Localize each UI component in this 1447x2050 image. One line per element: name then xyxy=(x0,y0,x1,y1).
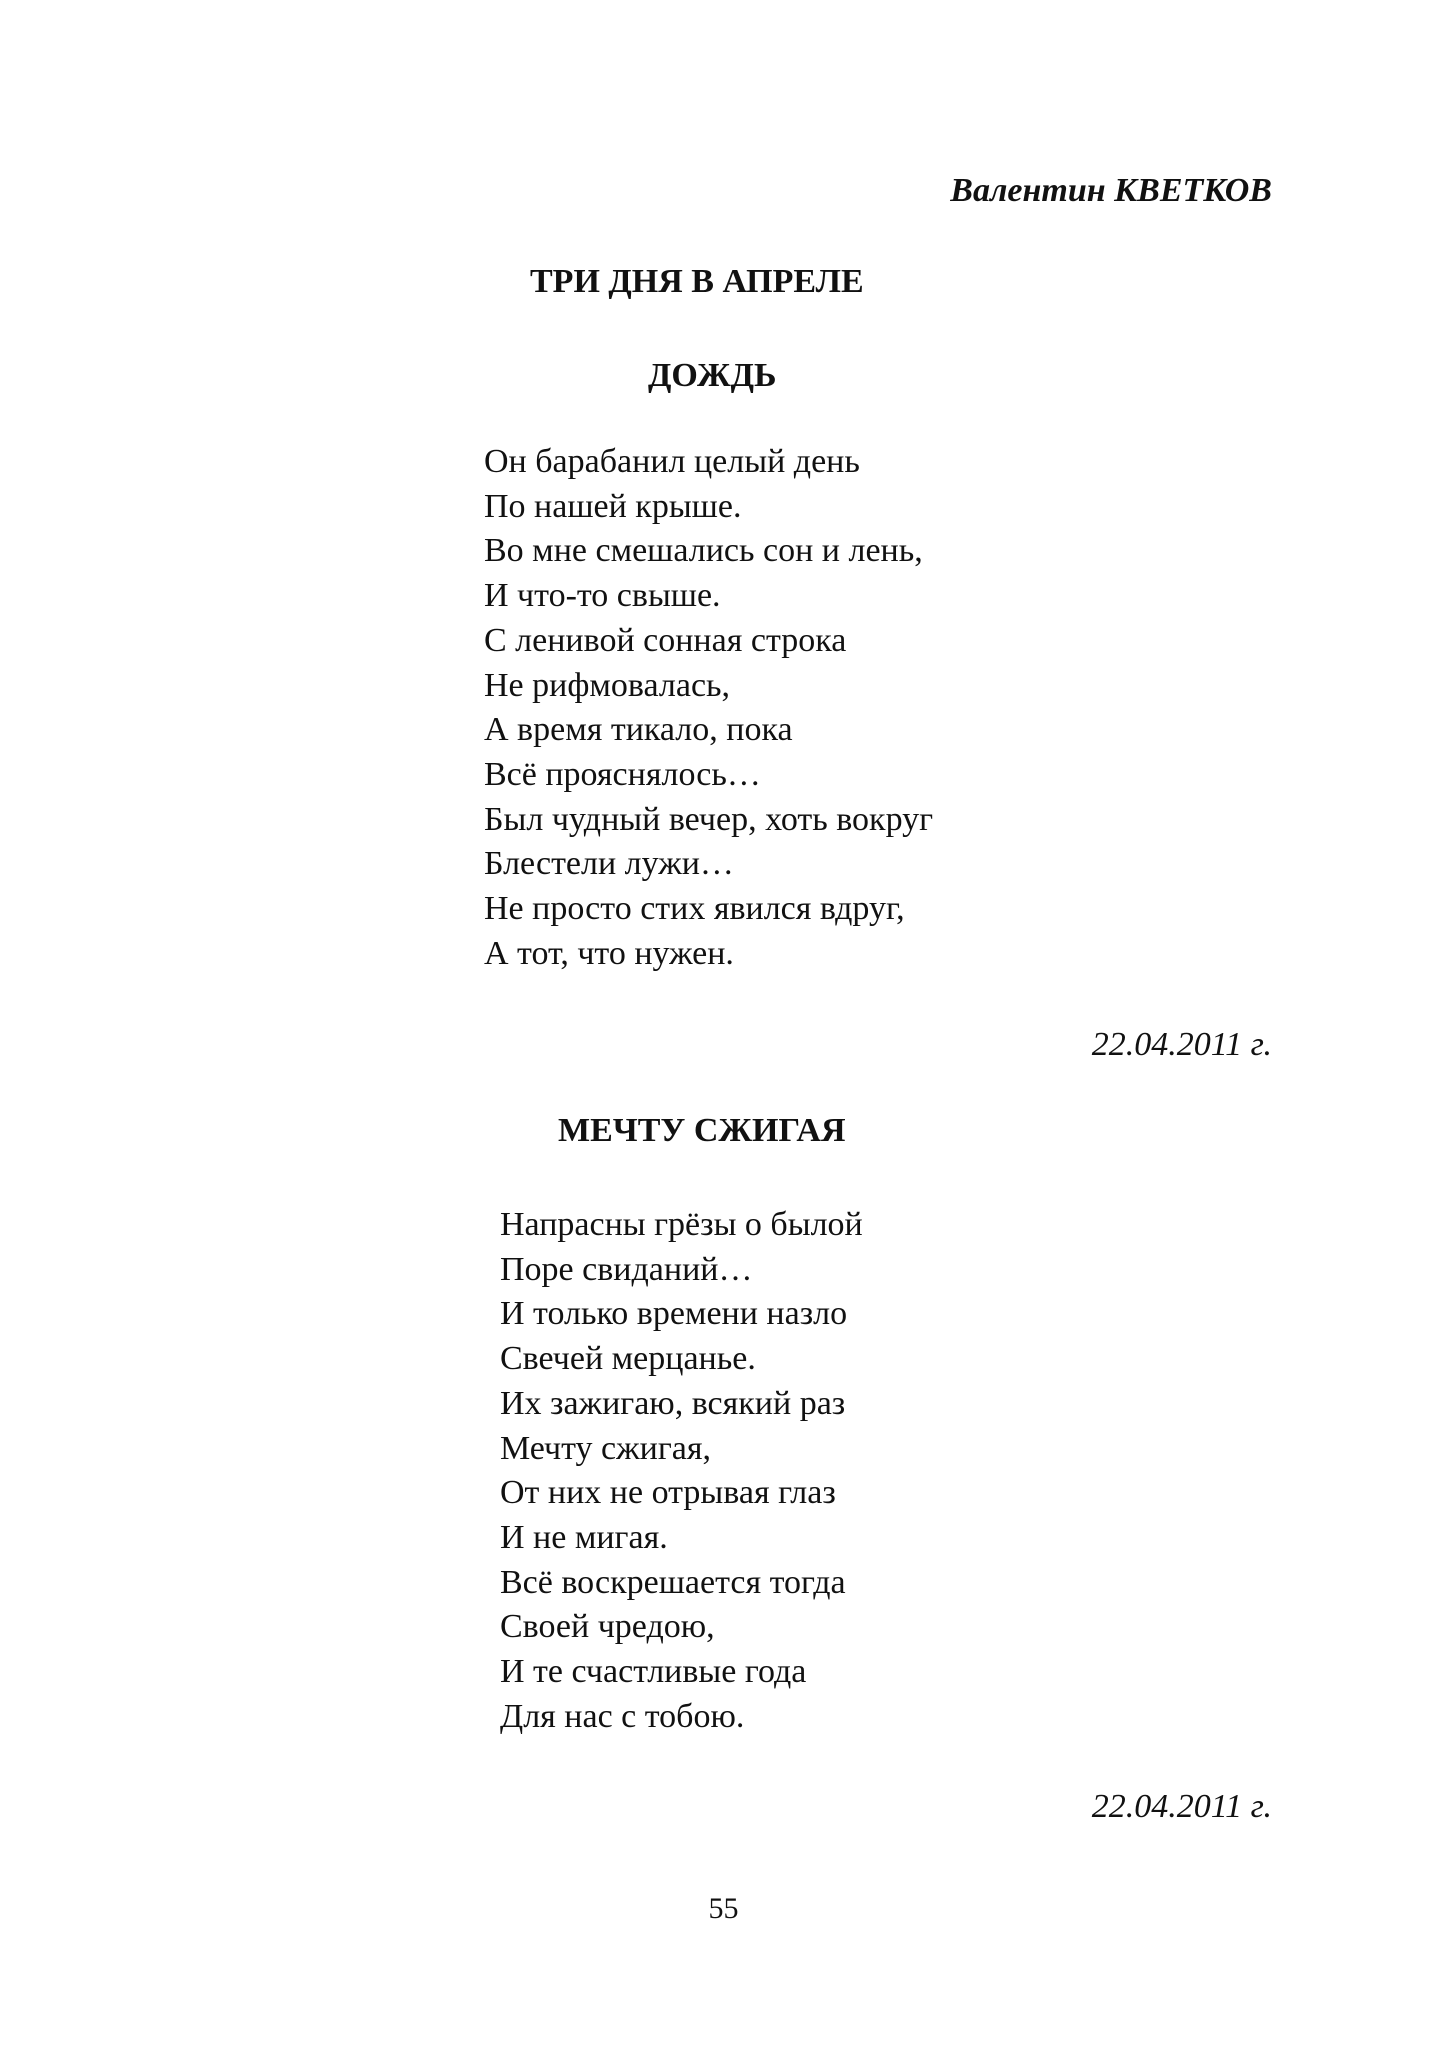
verse-line: И что-то свыше. xyxy=(484,577,721,615)
verse-line: И не мигая. xyxy=(500,1518,668,1556)
verse-line: С ленивой сонная строка xyxy=(484,621,847,659)
verse-line: Блестели лужи… xyxy=(484,845,734,883)
collection-title: ТРИ ДНЯ В АПРЕЛЕ xyxy=(530,263,864,300)
verse-line: Мечту сжигая, xyxy=(500,1429,711,1467)
verse-line: И только времени назло xyxy=(500,1295,848,1333)
verse-line: Поре свиданий… xyxy=(500,1250,753,1288)
verse-line: Их зажигаю, всякий раз xyxy=(500,1384,846,1422)
poem-date-mechtu-szhigaya: 22.04.2011 г. xyxy=(1091,1788,1272,1825)
page-number: 55 xyxy=(708,1892,739,1925)
poem-verse-mechtu-szhigaya xyxy=(500,1203,863,1739)
verse-line: Не рифмовалась, xyxy=(484,666,731,704)
poem-title-mechtu-szhigaya: МЕЧТУ СЖИГАЯ xyxy=(558,1112,846,1149)
verse-line: Всё воскрешается тогда xyxy=(500,1563,846,1601)
poem-verse-dozhd xyxy=(484,440,933,976)
verse-line: Всё прояснялось… xyxy=(484,755,761,793)
verse-line: И те счастливые года xyxy=(500,1653,807,1691)
verse-line: По нашей крыше. xyxy=(484,487,742,525)
verse-line: Для нас с тобою. xyxy=(500,1697,745,1735)
poem-title-dozhd: ДОЖДЬ xyxy=(648,357,777,394)
verse-line: А тот, что нужен. xyxy=(484,934,734,972)
verse-line: От них не отрывая глаз xyxy=(500,1474,836,1512)
verse-line: Не просто стих явился вдруг, xyxy=(484,890,905,928)
verse-line: Был чудный вечер, хоть вокруг xyxy=(484,800,934,838)
verse-line: А время тикало, пока xyxy=(484,711,793,749)
verse-line: Своей чредою, xyxy=(500,1608,715,1646)
poem-date-dozhd: 22.04.2011 г. xyxy=(1091,1026,1272,1063)
verse-line: Во мне смешались сон и лень, xyxy=(484,532,923,570)
verse-line: Свечей мерцанье. xyxy=(500,1340,756,1378)
author-name: Валентин КВЕТКОВ xyxy=(950,172,1272,209)
verse-line: Он барабанил целый день xyxy=(484,443,860,480)
verse-line: Напрасны грёзы о былой xyxy=(500,1206,863,1243)
